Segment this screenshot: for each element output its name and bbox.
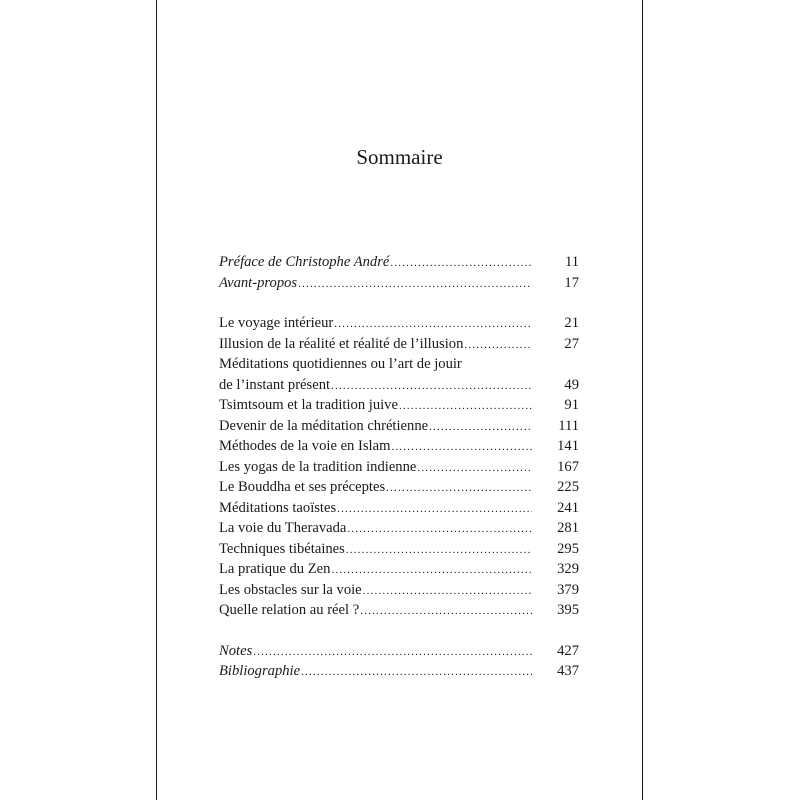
toc-entry-label: La pratique du Zen	[219, 561, 331, 577]
toc-entry-page: 437	[557, 663, 579, 679]
toc-entry	[219, 520, 579, 541]
toc-entry-page: 27	[564, 335, 579, 352]
toc-entry-page: 91	[564, 397, 579, 413]
toc-entry-label: Les yogas de la tradition indienne	[219, 458, 417, 475]
page-title: Sommaire	[356, 145, 443, 169]
toc-entry-page: 17	[564, 274, 579, 291]
toc-entry-page: 281	[557, 520, 579, 536]
toc-entry-page: 225	[557, 479, 579, 495]
toc-entry-page: 427	[557, 642, 579, 659]
toc-entry-page: 379	[557, 581, 579, 598]
toc-entry-avant-propos	[219, 275, 579, 296]
toc-entry-label-line1: Méditations quotidiennes ou l’art de jouir	[219, 356, 462, 372]
dot-leader	[399, 400, 532, 412]
table-of-contents	[219, 254, 579, 684]
toc-entry-label: Bibliographie	[219, 663, 301, 679]
toc-entry	[219, 397, 579, 418]
dot-leader	[253, 646, 532, 658]
toc-entry	[219, 438, 579, 459]
toc-entry	[219, 500, 579, 521]
toc-entry-page: 11	[564, 254, 579, 270]
toc-entry-page: 21	[564, 315, 579, 331]
toc-entry	[219, 356, 579, 397]
toc-entry-page: 329	[557, 561, 579, 577]
toc-entry-label: Techniques tibétaines	[219, 540, 345, 557]
toc-entry-label: Les obstacles sur la voie	[219, 581, 362, 598]
toc-entry-label: Illusion de la réalité et réalité de l’illusion	[219, 335, 464, 352]
toc-entry-label: Avant-propos	[219, 274, 298, 291]
dot-leader	[337, 503, 532, 515]
toc-entry-page: 49	[564, 376, 579, 393]
toc-entry-notes	[219, 643, 579, 664]
toc-entry	[219, 582, 579, 603]
dot-leader	[390, 257, 532, 269]
toc-entry-page: 395	[557, 602, 579, 618]
toc-entry-page: 295	[557, 540, 579, 557]
dot-leader	[360, 605, 532, 617]
dot-leader	[334, 318, 532, 330]
group-spacer	[219, 623, 579, 643]
dot-leader	[331, 564, 532, 576]
toc-entry	[219, 336, 579, 357]
book-page	[156, 0, 643, 800]
toc-entry-label: Méthodes de la voie en Islam	[219, 438, 391, 454]
toc-entry-page: 241	[557, 499, 579, 516]
dot-leader	[301, 666, 532, 678]
toc-entry-label: Le Bouddha et ses préceptes	[219, 479, 386, 495]
dot-leader	[331, 380, 532, 392]
toc-entry	[219, 602, 579, 623]
dot-leader	[363, 585, 532, 597]
toc-entry-label: Le voyage intérieur	[219, 315, 334, 331]
toc-entry	[219, 459, 579, 480]
toc-entry	[219, 315, 579, 336]
toc-entry-bibliographie	[219, 663, 579, 684]
dot-leader	[347, 523, 532, 535]
dot-leader	[346, 544, 532, 556]
toc-entry	[219, 418, 579, 439]
toc-entry-label: Méditations taoïstes	[219, 499, 337, 516]
dot-leader	[391, 441, 532, 453]
group-spacer	[219, 295, 579, 315]
toc-entry-label: de l’instant présent	[219, 376, 331, 393]
toc-entry-page: 167	[557, 458, 579, 475]
toc-entry	[219, 561, 579, 582]
dot-leader	[464, 339, 532, 351]
toc-entry-label: Quelle relation au réel ?	[219, 602, 360, 618]
toc-entry-page: 111	[558, 417, 579, 434]
toc-entry-label: Devenir de la méditation chrétienne	[219, 417, 429, 434]
toc-entry	[219, 479, 579, 500]
toc-entry-label: Tsimtsoum et la tradition juive	[219, 397, 398, 413]
dot-leader	[417, 462, 532, 474]
dot-leader	[386, 482, 532, 494]
toc-entry-label: La voie du Theravada	[219, 520, 347, 536]
dot-leader	[429, 421, 532, 433]
toc-entry-label: Notes	[219, 642, 253, 659]
toc-entry	[219, 541, 579, 562]
toc-entry-page: 141	[557, 438, 579, 454]
toc-entry-preface	[219, 254, 579, 275]
dot-leader	[298, 278, 532, 290]
toc-entry-label: Préface de Christophe André	[219, 254, 390, 270]
